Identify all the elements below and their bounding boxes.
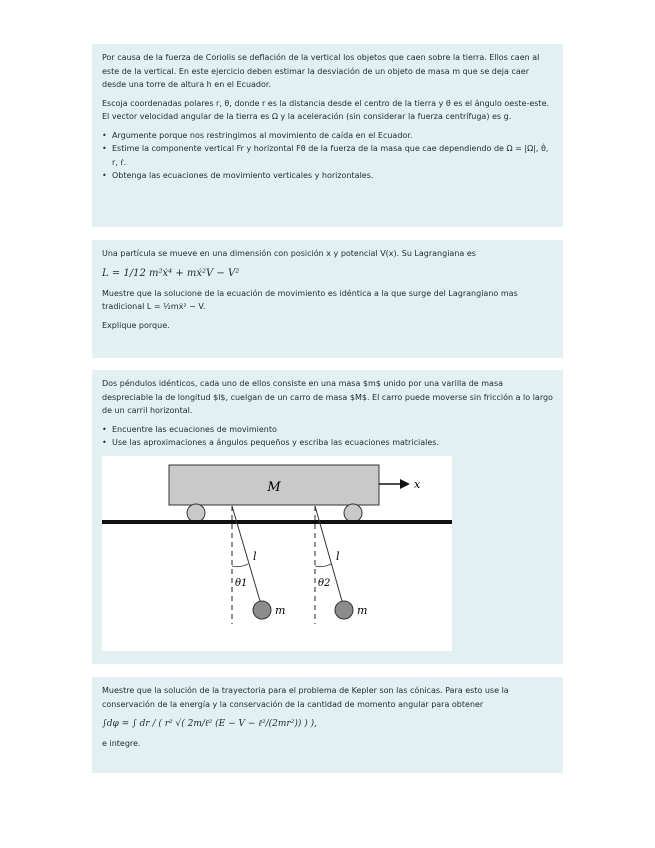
coriolis-task-list	[102, 129, 553, 183]
mass-label-1: m	[275, 603, 286, 617]
lagrangian-equation: L = 1/12 m²ẋ⁴ + mẋ²V − V²	[102, 267, 240, 279]
x-axis-label: x	[414, 477, 421, 491]
lagrangian-show: Muestre que la solucione de la ecuación de movimiento es idéntica a la que surge del Lagrangiano mas tradicional L = ½mẋ² − V.	[102, 288, 518, 311]
lagrangian-explain: Explique porque.	[102, 320, 170, 330]
list-item: • Argumente porque nos restringimos al movimiento de caída en el Ecuador.	[102, 129, 553, 143]
pendulum-task-list	[102, 423, 553, 450]
list-item: • Estime la componente vertical Fr y horizontal Fθ de la fuerza de la masa que cae dependiendo de Ω = |Ω|, θ̇, r, ṙ.	[102, 142, 553, 169]
rod-label-2: l	[336, 549, 340, 563]
list-item: • Encuentre las ecuaciones de movimiento	[102, 423, 553, 437]
kepler-integrate: e integre.	[102, 739, 141, 748]
list-item: • Obtenga las ecuaciones de movimiento verticales y horizontales.	[102, 169, 553, 183]
lagrangian-intro: Una partícula se mueve en una dimensión con posición x y potencial V(x). Su Lagrangiana es	[102, 249, 476, 258]
problem-card-coriolis	[92, 44, 563, 227]
cart-wheel-left	[187, 504, 205, 522]
angle-label-2: θ2	[318, 577, 331, 589]
problem-card-lagrangian	[92, 240, 563, 358]
pendulum-diagram	[102, 456, 452, 651]
rod-label-1: l	[253, 549, 257, 563]
kepler-intro: Muestre que la solución de la trayectoria para el problema de Kepler son las cónicas. Para esto use la conservación de la energía y la conservación de la cantidad de momento angular para obtener	[102, 686, 509, 709]
pendulum-mass-2	[335, 601, 353, 619]
cart-wheel-right	[344, 504, 362, 522]
angle-arc-1	[232, 564, 248, 567]
kepler-integral: ∫dφ = ∫ dr / ( r² √( 2m/ℓ² (E − V − ℓ²/(2mr²)) ) ),	[102, 719, 317, 729]
pendulum-intro: Dos péndulos idénticos, cada uno de ellos consiste en una masa $m$ unido por una varilla de masa despreciable la de longitud $l$, cuelgan de un carro de masa $M$. El carro puede moverse sin fricción a lo largo de un carril horizontal.	[102, 379, 553, 415]
coriolis-coordinates: Escoja coordenadas polares r, θ, donde r es la distancia desde el centro de la tierra y θ es el ángulo oeste-este. El vector velocidad angular de la tierra es Ω y la aceleración (sin considerar la fuerza centrífuga) es g.	[102, 98, 550, 121]
cart-label: M	[267, 479, 281, 495]
pendulum-cart-figure	[102, 456, 452, 651]
x-axis-arrow-head	[400, 479, 410, 489]
angle-arc-2	[315, 564, 331, 567]
horizontal-rail	[102, 520, 452, 524]
coriolis-intro: Por causa de la fuerza de Coriolis se deflación de la vertical los objetos que caen sobre la tierra. Ellos caen al este de la vertical. En este ejercicio deben estimar la desviación de un objeto de masa m que se deja caer desde una torre de altura h en el Ecuador.	[102, 53, 540, 89]
list-item: • Use las aproximaciones a ángulos pequeños y escriba las ecuaciones matriciales.	[102, 436, 553, 450]
pendulum-mass-1	[253, 601, 271, 619]
problem-card-kepler	[92, 677, 563, 773]
angle-label-1: θ1	[235, 577, 248, 589]
mass-label-2: m	[357, 603, 368, 617]
problem-card-pendulums	[92, 370, 563, 664]
